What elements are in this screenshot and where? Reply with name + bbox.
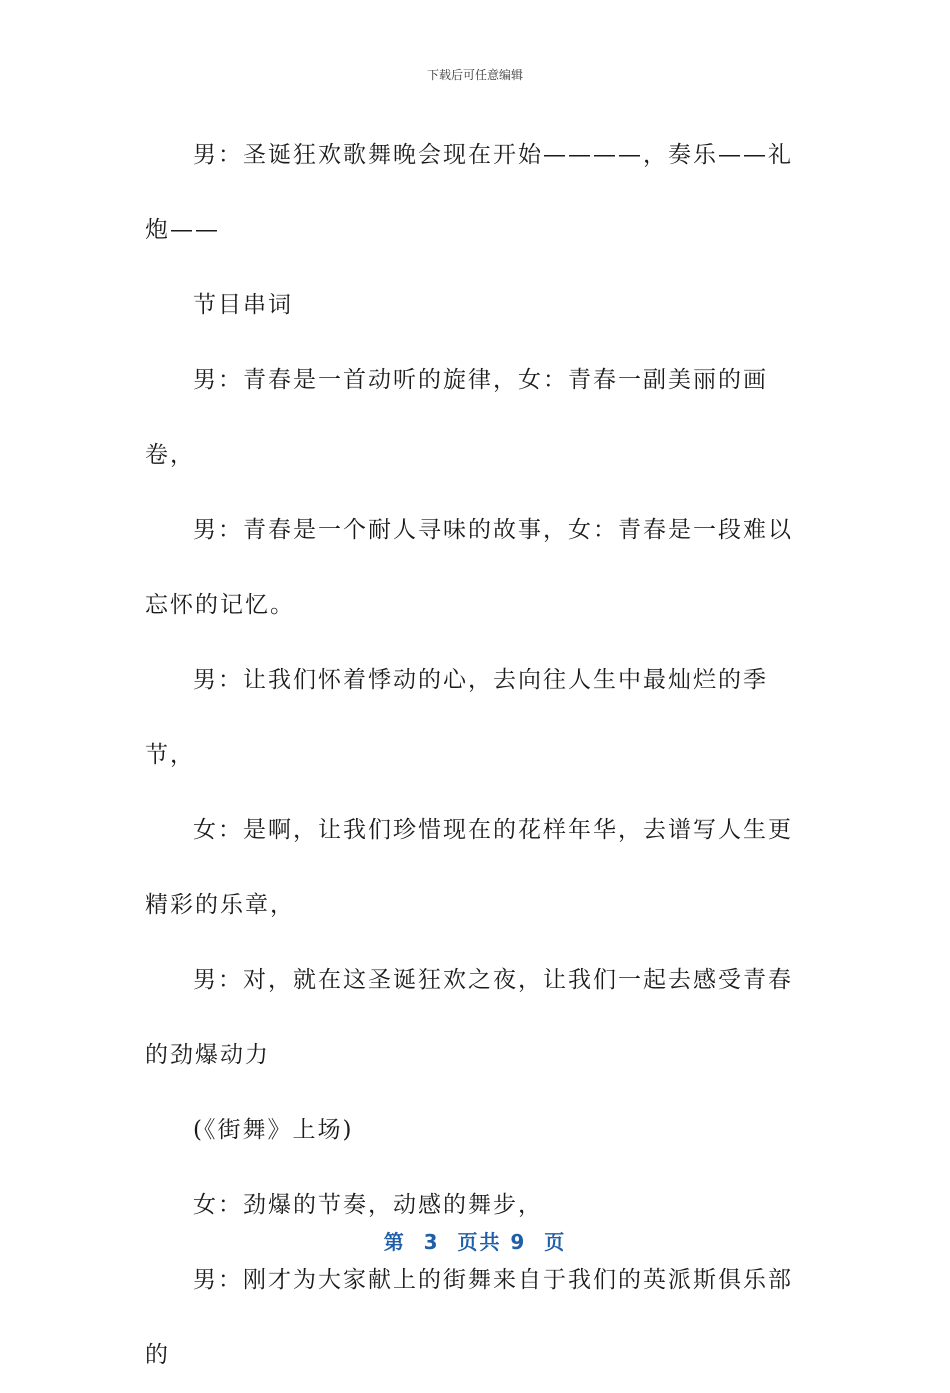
- paragraph: 节目串词: [193, 292, 293, 318]
- header-note: 下载后可任意编辑: [426, 68, 523, 82]
- document-body: [145, 118, 795, 1393]
- paragraph: (《街舞》上场): [193, 1117, 354, 1143]
- page-number: 第 3 页共 9 页: [383, 1230, 567, 1254]
- paragraph: 男：对，就在这圣诞狂欢之夜，让我们一起去感受青春的劲爆动力: [145, 967, 793, 1068]
- paragraph: 男：青春是一首动听的旋律，女：青春一副美丽的画卷，: [145, 367, 768, 468]
- paragraph: 女：是啊，让我们珍惜现在的花样年华，去谱写人生更精彩的乐章，: [145, 817, 793, 918]
- paragraph: 男：青春是一个耐人寻味的故事，女：青春是一段难以忘怀的记忆。: [145, 517, 793, 618]
- paragraph: 男：刚才为大家献上的街舞来自于我们的英派斯俱乐部的: [145, 1267, 793, 1368]
- paragraph: 男：圣诞狂欢歌舞晚会现在开始————，奏乐——礼炮——: [145, 142, 793, 243]
- paragraph: 女：劲爆的节奏，动感的舞步，: [193, 1192, 543, 1218]
- paragraph: 男：让我们怀着悸动的心，去向往人生中最灿烂的季节，: [145, 667, 768, 768]
